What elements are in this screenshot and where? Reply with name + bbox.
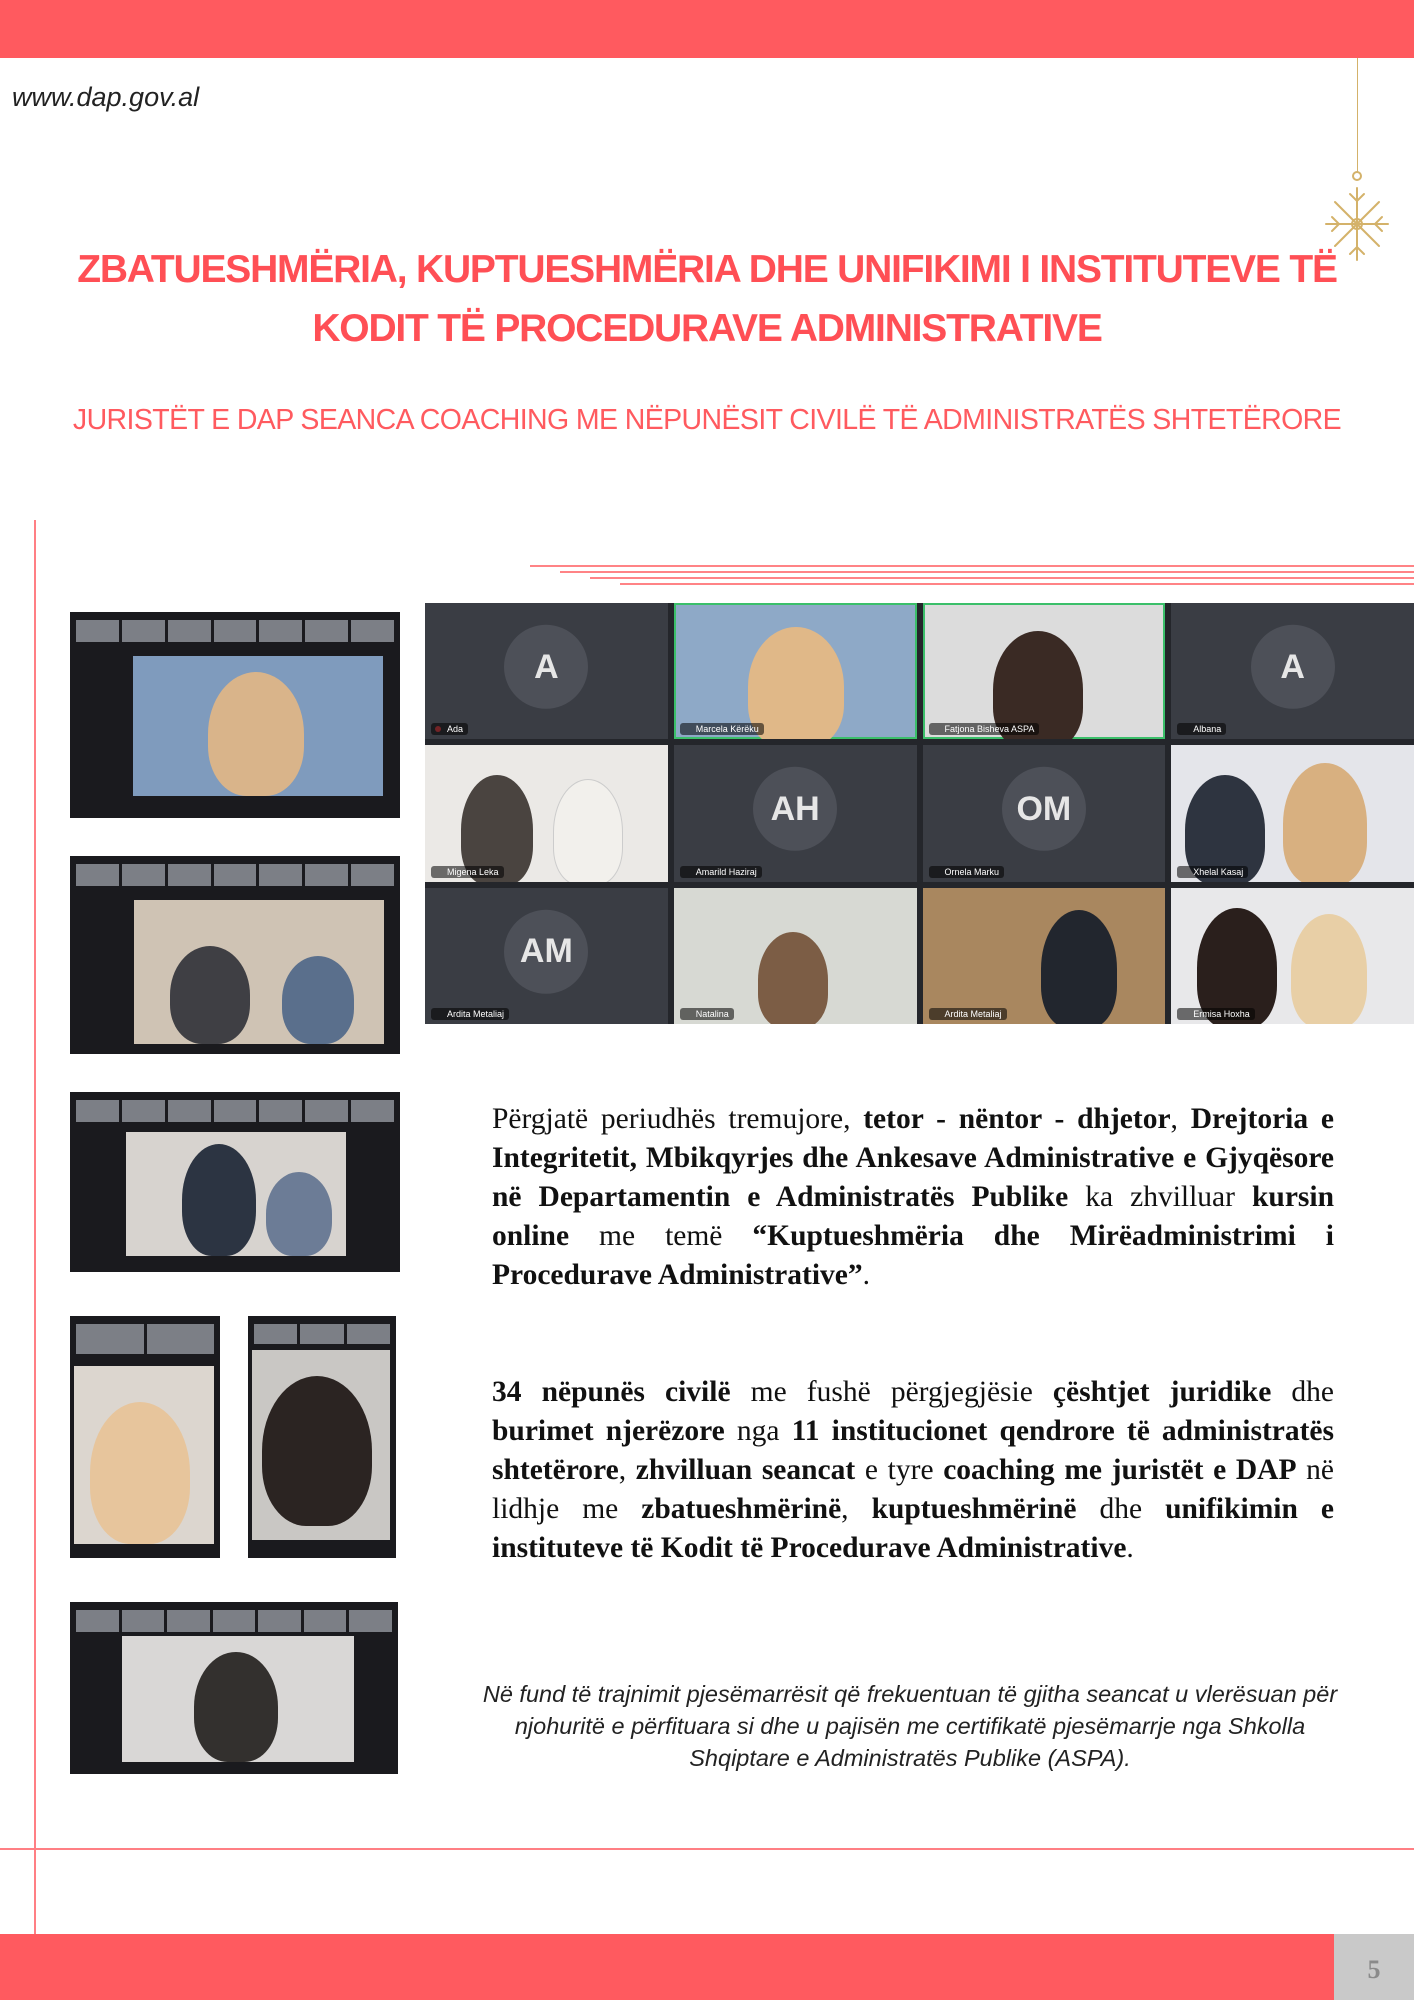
participant-tile	[674, 745, 917, 881]
participant-initials: AH	[753, 767, 837, 851]
participant-video	[1283, 763, 1367, 881]
participant-tile	[674, 888, 917, 1024]
intro-paragraph: Përgjatë periudhës tremujore, tetor - nëntor - dhjetor, Drejtoria e Integritetit, Mbikqyrjes dhe Ankesave Administrative e Gjyqësore në Departamentin e Administratës Publike ka zhvilluar kursin online me temë “Kuptueshmëria dhe Mirëadministrimi i Procedurave Administrative”.	[492, 1103, 1334, 1291]
participant-tile	[1171, 888, 1414, 1024]
meeting-gallery	[425, 603, 1414, 1024]
website-url: www.dap.gov.al	[12, 82, 200, 112]
call-screenshot-3	[70, 1092, 400, 1272]
page-number: 5	[1367, 1955, 1381, 1984]
participant-tile	[1171, 603, 1414, 739]
participant-tile	[425, 745, 668, 881]
participant-name: Marcela Kërëku	[680, 723, 764, 735]
call-screenshot-4	[70, 1316, 220, 1558]
ornament-string	[1357, 58, 1358, 172]
participant-tile	[674, 603, 917, 739]
participant-tile	[425, 603, 668, 739]
participant-name: Migena Leka	[431, 866, 504, 878]
closing-note: Në fund të trajnimit pjesëmarrësit që frekuentuan të gjitha seancat u vlerësuan për njohuritë e përfituara si dhe u pajisën me certifikatë pjesëmarrje nga Shkolla Shqiptare e Administratës Publike (ASPA).	[482, 1681, 1338, 1771]
participant-name: Natalina	[680, 1008, 734, 1020]
participant-video	[1041, 910, 1117, 1024]
page-subtitle: JURISTËT E DAP SEANCA COACHING ME NËPUNËSIT CIVILË TË ADMINISTRATËS SHTETËRORE	[72, 404, 1342, 436]
participant-name: Xhelal Kasaj	[1177, 866, 1248, 878]
participant-name: Ornela Marku	[929, 866, 1005, 878]
participant-video	[758, 932, 828, 1024]
participant-tile	[923, 745, 1166, 881]
details-paragraph: 34 nëpunës civilë me fushë përgjegjësie çështjet juridike dhe burimet njerëzore nga 11 institucionet qendrore të administratës shtetërore, zhvilluan seancat e tyre coaching me juristët e DAP në lidhje me zbatueshmërinë, kuptueshmërinë dhe unifikimin e instituteve të Kodit të Procedurave Administrative.	[492, 1376, 1335, 1564]
bottom-banner	[0, 1934, 1334, 2000]
participant-name: Amarild Haziraj	[680, 866, 762, 878]
participant-name: Albana	[1177, 723, 1226, 735]
left-divider	[34, 520, 36, 1934]
participant-name: Fatjona Bisheva ASPA	[929, 723, 1040, 735]
participant-name: Ardita Metaliaj	[929, 1008, 1007, 1020]
participant-name: Ardita Metaliaj	[431, 1008, 509, 1020]
participant-video	[1291, 914, 1367, 1024]
participant-initials: A	[504, 625, 588, 709]
participant-tile	[1171, 745, 1414, 881]
participant-video	[553, 779, 623, 881]
call-screenshot-6	[70, 1602, 398, 1774]
participant-tile	[923, 603, 1166, 739]
page-number-box	[1334, 1934, 1414, 2000]
participant-tile	[425, 888, 668, 1024]
top-banner	[0, 0, 1414, 58]
participant-tile	[923, 888, 1166, 1024]
decorative-stripes	[530, 562, 1414, 586]
participant-initials: A	[1251, 625, 1335, 709]
call-screenshot-2	[70, 856, 400, 1054]
page-title: ZBATUESHMËRIA, KUPTUESHMËRIA DHE UNIFIKIMI I INSTITUTEVE TË KODIT TË PROCEDURAVE ADMINISTRATIVE	[77, 248, 1337, 350]
participant-initials: OM	[1002, 767, 1086, 851]
participant-initials: AM	[504, 910, 588, 994]
bottom-divider	[0, 1848, 1414, 1850]
participant-name: Ermisa Hoxha	[1177, 1008, 1255, 1020]
participant-video	[1197, 908, 1277, 1024]
call-screenshot-5	[248, 1316, 396, 1558]
participant-name: Ada	[431, 723, 468, 735]
call-screenshot-1	[70, 612, 400, 818]
